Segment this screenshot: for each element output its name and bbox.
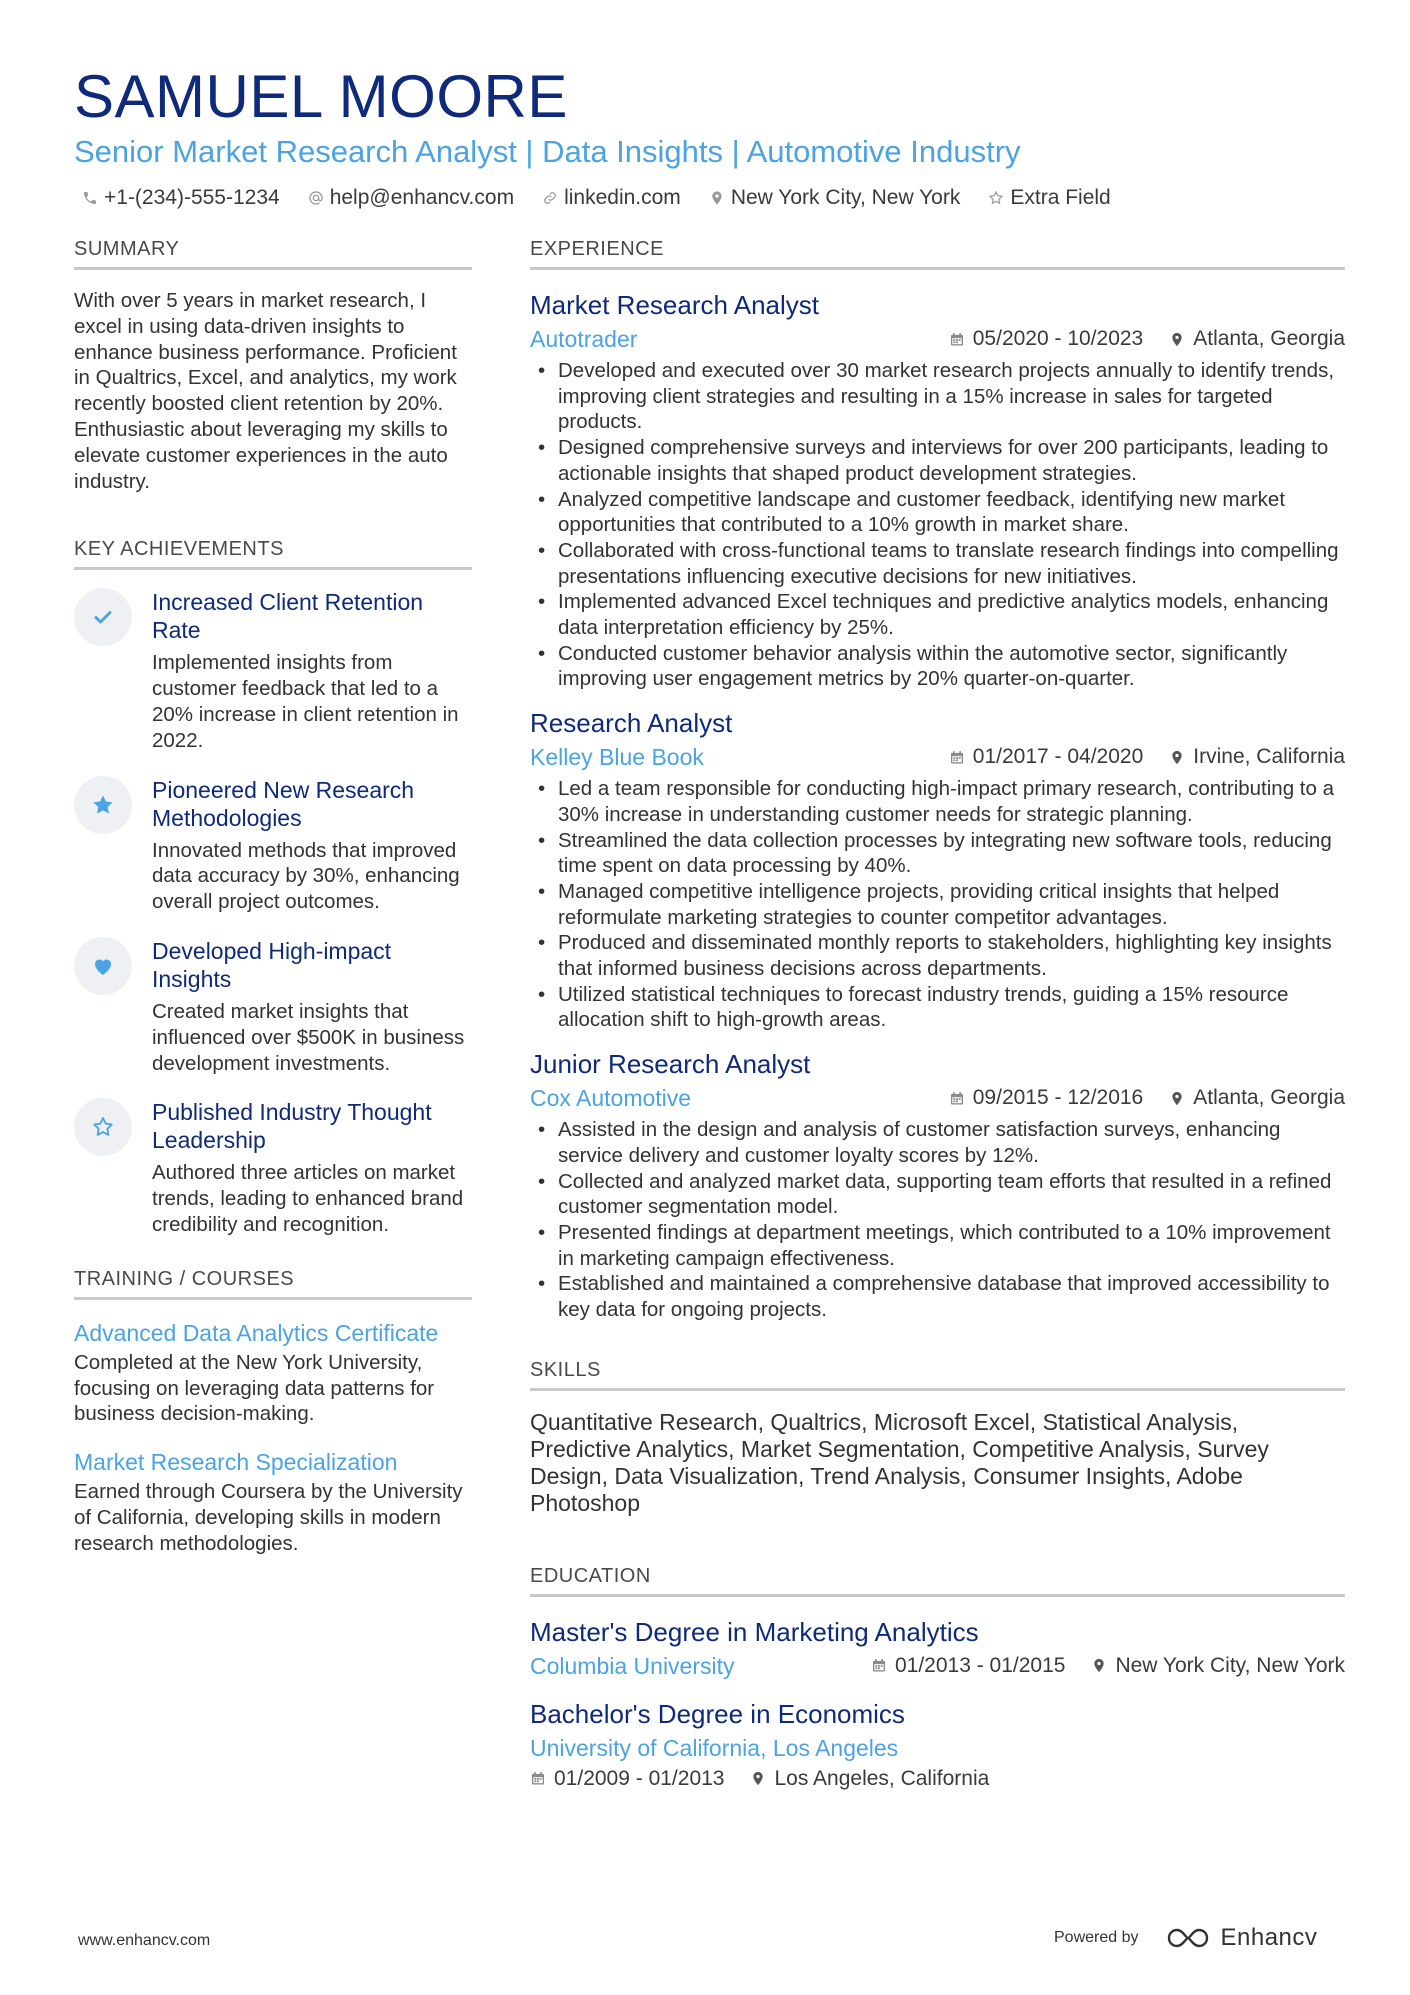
job-location-text: Atlanta, Georgia — [1193, 327, 1345, 350]
company-name: Cox Automotive — [530, 1085, 692, 1112]
job-bullets — [530, 358, 1345, 692]
location-icon — [1169, 331, 1185, 348]
bullet: • Established and maintained a comprehensive database that improved accessibility to key data for ongoing projects. — [530, 1271, 1345, 1322]
contact-phone — [82, 186, 280, 210]
email-text: help@enhancv.com — [329, 186, 515, 209]
job-dates — [949, 1086, 1143, 1110]
extra-field-text: Extra Field — [1010, 186, 1111, 209]
phone-icon — [82, 190, 98, 206]
link-icon — [542, 190, 558, 206]
bullet: • Produced and disseminated monthly reports to stakeholders, highlighting key insights that informed business decisions across departments. — [530, 930, 1345, 981]
company-name: Autotrader — [530, 326, 638, 352]
resume-header — [74, 62, 1344, 210]
bullet: • Led a team responsible for conducting high-impact primary research, contributing to a 30% increase in understanding customer needs for strategic planning. — [530, 776, 1345, 827]
experience-section — [530, 238, 1345, 1323]
calendar-icon — [530, 1770, 546, 1787]
achievement-desc: Created market insights that influenced over $500K in business development investments. — [152, 999, 465, 1075]
school-name: Columbia University — [530, 1652, 735, 1679]
bullet: • Streamlined the data collection processes by integrating new software tools, reducing time spent on data processing by 40%. — [530, 828, 1345, 879]
candidate-headline: Senior Market Research Analyst | Data Insights | Automotive Industry — [74, 134, 1021, 169]
location-icon — [709, 190, 725, 206]
degree-title: Master's Degree in Marketing Analytics — [530, 1616, 979, 1647]
job-entry — [530, 706, 1345, 1033]
achievements-section — [74, 538, 472, 1237]
edu-location — [1091, 1654, 1345, 1678]
achievement-desc: Implemented insights from customer feedback that led to a 20% increase in client retention in 2022. — [152, 651, 459, 752]
bullet: • Utilized statistical techniques to forecast industry trends, guiding a 15% resource allocation shift to high-growth areas. — [530, 982, 1345, 1033]
star-icon — [988, 190, 1004, 206]
achievements-title: KEY ACHIEVEMENTS — [74, 538, 472, 570]
experience-title: EXPERIENCE — [530, 238, 1345, 270]
training-title: TRAINING / COURSES — [74, 1268, 472, 1300]
right-column — [530, 238, 1345, 1807]
education-entry — [530, 1615, 1345, 1681]
bullet: • Assisted in the design and analysis of customer satisfaction surveys, enhancing service delivery and customer loyalty scores by 12%. — [530, 1117, 1345, 1168]
job-location — [1169, 1086, 1345, 1110]
location-text: New York City, New York — [730, 186, 961, 209]
location-icon — [1091, 1657, 1107, 1674]
education-section — [530, 1565, 1345, 1791]
edu-dates-text: 01/2013 - 01/2015 — [894, 1653, 1066, 1677]
achievement-title: Developed High-impact Insights — [152, 937, 392, 992]
bullet: • Analyzed competitive landscape and customer feedback, identifying new market opportunities that contributed to a 10% growth in market share. — [530, 487, 1345, 538]
summary-section — [74, 238, 472, 494]
location-icon — [1169, 1090, 1185, 1107]
job-location-text: Irvine, California — [1193, 745, 1345, 769]
check-icon — [91, 605, 115, 629]
course-item — [74, 1318, 472, 1427]
job-bullets — [530, 776, 1345, 1033]
edu-dates-text: 01/2009 - 01/2013 — [554, 1766, 725, 1790]
location-icon — [1169, 749, 1185, 766]
achievement-desc: Innovated methods that improved data accuracy by 30%, enhancing overall project outcomes. — [152, 838, 460, 914]
course-title: Market Research Specialization — [74, 1449, 398, 1476]
course-item — [74, 1447, 472, 1556]
contact-location — [709, 186, 961, 210]
star-outline-icon — [91, 1115, 115, 1139]
achievement-item — [74, 937, 472, 1076]
bullet: • Developed and executed over 30 market research projects annually to identify trends, improving client strategies and resulting in a 15% increase in sales for targeted products. — [530, 358, 1345, 435]
job-bullets — [530, 1117, 1345, 1323]
achievement-icon-wrap — [74, 937, 132, 995]
heart-icon — [91, 954, 115, 978]
edu-location-text: New York City, New York — [1115, 1653, 1345, 1677]
job-entry — [530, 288, 1345, 692]
star-icon — [91, 793, 115, 817]
contact-email[interactable] — [308, 186, 514, 210]
course-desc: Earned through Coursera by the University of California, developing skills in modern research methodologies. — [74, 1480, 463, 1555]
education-entry — [530, 1697, 1345, 1791]
school-name: University of California, Los Angeles — [530, 1734, 899, 1761]
edu-dates — [871, 1654, 1065, 1678]
left-column — [74, 238, 472, 1577]
bullet: • Designed comprehensive surveys and interviews for over 200 participants, leading to actionable insights that shaped product development strategies. — [530, 435, 1345, 486]
calendar-icon — [871, 1657, 887, 1674]
footer-website[interactable]: www.enhancv.com — [78, 1932, 211, 1949]
job-entry — [530, 1047, 1345, 1323]
calendar-icon — [949, 331, 965, 348]
calendar-icon — [949, 749, 965, 766]
bullet: • Implemented advanced Excel techniques and predictive analytics models, enhancing data interpretation efficiency by 25%. — [530, 589, 1345, 640]
achievement-icon-wrap — [74, 776, 132, 834]
edu-location — [750, 1767, 989, 1791]
bullet: • Managed competitive intelligence projects, providing critical insights that helped reformulate marketing strategies to counter competitor advantages. — [530, 879, 1345, 930]
company-name: Kelley Blue Book — [530, 744, 704, 771]
enhancv-logo-icon — [1165, 1925, 1211, 1951]
degree-title: Bachelor's Degree in Economics — [530, 1698, 905, 1729]
footer-branding — [1054, 1924, 1317, 1952]
course-title: Advanced Data Analytics Certificate — [74, 1319, 439, 1346]
contact-bar — [74, 186, 1344, 210]
summary-title: SUMMARY — [74, 238, 472, 270]
achievement-icon-wrap — [74, 1098, 132, 1156]
edu-location-text: Los Angeles, California — [774, 1766, 990, 1790]
location-icon — [750, 1770, 766, 1787]
candidate-name: SAMUEL MOORE — [74, 63, 568, 130]
achievement-title: Published Industry Thought Leadership — [152, 1099, 432, 1154]
bullet: • Collaborated with cross-functional teams to translate research findings into compelling presentations influencing executive decisions for new initiatives. — [530, 538, 1345, 589]
job-location — [1169, 327, 1345, 351]
job-title: Market Research Analyst — [530, 290, 820, 320]
job-location-text: Atlanta, Georgia — [1193, 1086, 1345, 1110]
training-section — [74, 1268, 472, 1557]
phone-text: +1-(234)-555-1234 — [104, 186, 280, 209]
contact-extra — [988, 186, 1110, 210]
job-dates-text: 05/2020 - 10/2023 — [972, 327, 1144, 350]
achievement-item — [74, 776, 472, 915]
achievement-title: Pioneered New Research Methodologies — [152, 776, 415, 831]
job-title: Research Analyst — [530, 708, 733, 739]
achievement-item — [74, 588, 472, 753]
at-icon — [308, 190, 324, 206]
achievement-item — [74, 1098, 472, 1237]
achievement-icon-wrap — [74, 588, 132, 646]
education-title: EDUCATION — [530, 1565, 1345, 1597]
bullet: • Presented findings at department meetings, which contributed to a 10% improvement in marketing campaign effectiveness. — [530, 1220, 1345, 1271]
skills-text: Quantitative Research, Qualtrics, Microsoft Excel, Statistical Analysis, Predictive Analytics, Market Segmentation, Competitive Analysis, Survey Design, Data Visualization, Trend Analysis, Consumer Insights, Adobe Photoshop — [530, 1408, 1269, 1516]
bullet: • Conducted customer behavior analysis within the automotive sector, significantly improving user engagement metrics by 20% quarter-on-quarter. — [530, 641, 1345, 692]
calendar-icon — [949, 1090, 965, 1107]
skills-section — [530, 1359, 1345, 1517]
skills-title: SKILLS — [530, 1359, 1345, 1391]
job-title: Junior Research Analyst — [530, 1049, 811, 1080]
edu-dates — [530, 1767, 724, 1791]
job-dates — [949, 327, 1143, 351]
course-desc: Completed at the New York University, focusing on leveraging data patterns for business decision-making. — [74, 1350, 435, 1426]
brand-name: Enhancv — [1220, 1924, 1318, 1951]
achievement-title: Increased Client Retention Rate — [152, 589, 424, 644]
job-dates-text: 01/2017 - 04/2020 — [972, 745, 1144, 769]
bullet: • Collected and analyzed market data, supporting team efforts that resulted in a refined customer segmentation model. — [530, 1169, 1345, 1220]
brand-logo[interactable] — [1165, 1924, 1318, 1952]
job-location — [1169, 745, 1345, 769]
job-dates-text: 09/2015 - 12/2016 — [972, 1086, 1144, 1110]
powered-by-text: Powered by — [1054, 1929, 1139, 1946]
contact-linkedin[interactable] — [542, 186, 681, 210]
job-dates — [949, 745, 1143, 769]
achievement-desc: Authored three articles on market trends, leading to enhanced brand credibility and recognition. — [152, 1161, 464, 1236]
linkedin-text: linkedin.com — [564, 186, 681, 209]
summary-text: With over 5 years in market research, I excel in using data-driven insights to enhance business performance. Proficient in Qualtrics, Excel, and analytics, my work recently boosted client retention by 20%. Enthusiastic about leveraging my skills to elevate customer experiences in the auto industry. — [74, 289, 457, 493]
